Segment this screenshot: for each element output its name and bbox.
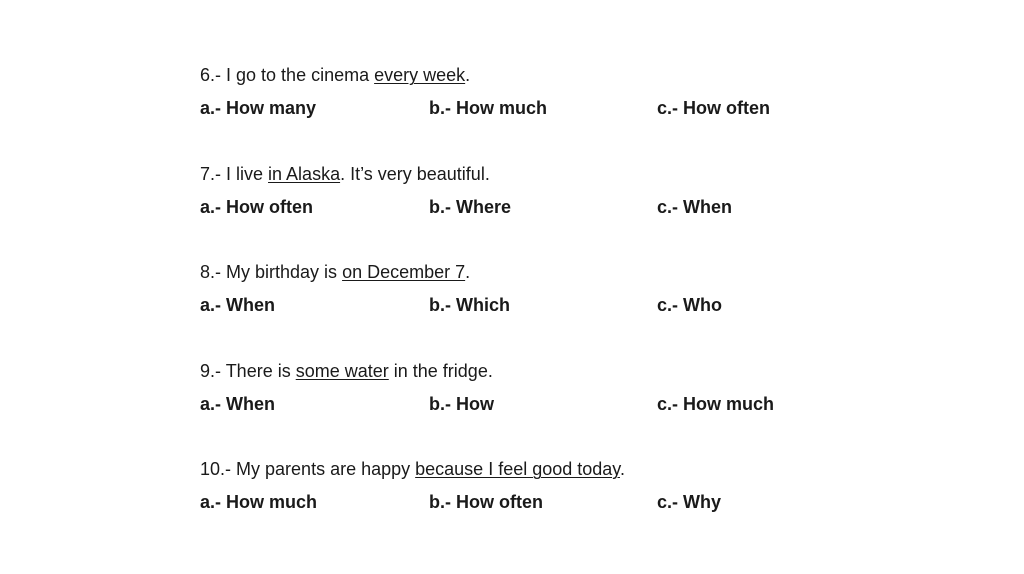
option-b[interactable]: b.- How often [429, 492, 543, 512]
option-b[interactable]: b.- Where [429, 197, 512, 217]
question-text-before: My parents are happy [231, 459, 416, 479]
question-number: 10.- [200, 459, 232, 479]
question-text [200, 261, 960, 283]
option-a[interactable]: a.- How much [200, 492, 318, 512]
option-c[interactable]: c.- How often [657, 98, 770, 118]
question-number: 6.- [200, 65, 222, 85]
option-b[interactable]: b.- Which [429, 295, 510, 315]
question-7 [200, 163, 960, 218]
answer-options [200, 491, 960, 513]
question-text-before: I live [221, 164, 269, 184]
question-text-after: . [619, 459, 625, 479]
question-number: 7.- [200, 164, 222, 184]
question-6 [200, 64, 960, 119]
question-text-before: There is [221, 361, 296, 381]
question-text-before: I go to the cinema [221, 65, 375, 85]
option-c[interactable]: c.- When [657, 197, 732, 217]
question-text-after: . [465, 65, 471, 85]
question-text-before: My birthday is [221, 262, 343, 282]
option-c[interactable]: c.- How much [657, 394, 775, 414]
option-c[interactable]: c.- Why [657, 492, 722, 512]
option-a[interactable]: a.- When [200, 394, 275, 414]
question-number: 8.- [200, 262, 222, 282]
question-text [200, 360, 960, 382]
option-a[interactable]: a.- When [200, 295, 275, 315]
question-number: 9.- [200, 361, 222, 381]
answer-options [200, 196, 960, 218]
question-text-after: . [465, 262, 471, 282]
question-text [200, 163, 960, 185]
option-b[interactable]: b.- How much [429, 98, 547, 118]
underlined-phrase: in Alaska [268, 164, 341, 184]
question-9 [200, 360, 960, 415]
question-10 [200, 458, 960, 513]
question-8 [200, 261, 960, 316]
underlined-phrase: because I feel good today [415, 459, 620, 479]
underlined-phrase: every week [374, 65, 466, 85]
option-c[interactable]: c.- Who [657, 295, 722, 315]
answer-options [200, 393, 960, 415]
question-text-after: . It’s very beautiful. [340, 164, 490, 184]
underlined-phrase: on December 7 [342, 262, 466, 282]
answer-options [200, 97, 960, 119]
question-text [200, 458, 960, 480]
answer-options [200, 294, 960, 316]
question-text [200, 64, 960, 86]
question-text-after: in the fridge. [388, 361, 493, 381]
underlined-phrase: some water [295, 361, 389, 381]
option-b[interactable]: b.- How [429, 394, 494, 414]
option-a[interactable]: a.- How many [200, 98, 317, 118]
option-a[interactable]: a.- How often [200, 197, 313, 217]
